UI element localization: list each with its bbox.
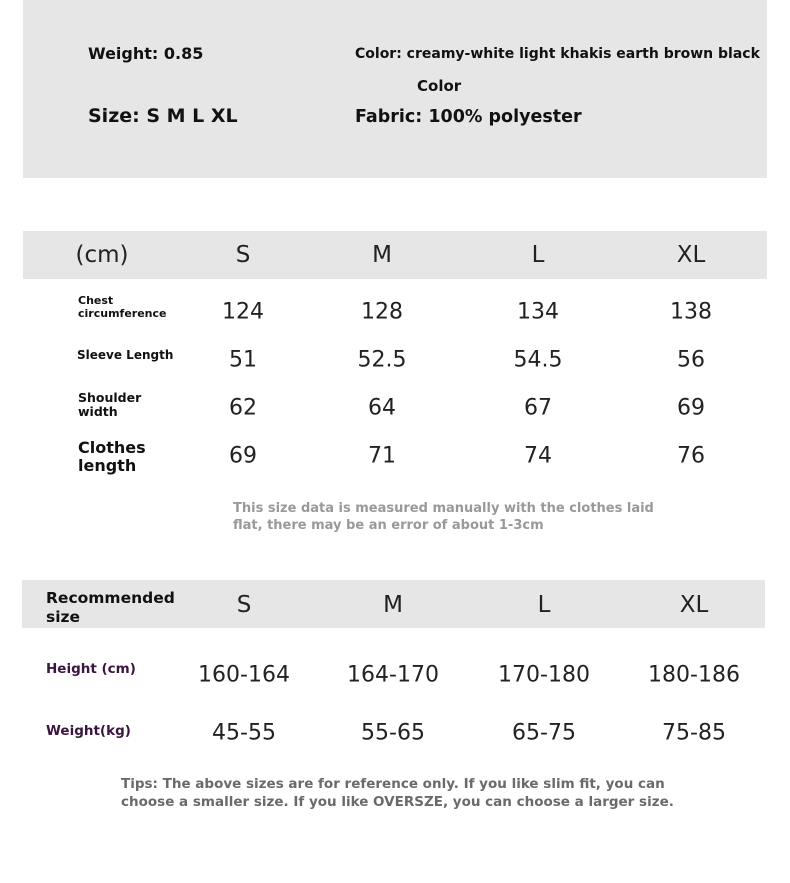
row-label-chest: Chest circumference xyxy=(78,294,167,320)
row-label-shoulder: Shoulder width xyxy=(78,390,142,420)
table-cell: 54.5 xyxy=(513,347,563,373)
product-info-panel xyxy=(23,0,767,178)
table-cell: 69 xyxy=(677,395,705,421)
size-text: Size: S M L XL xyxy=(88,105,238,127)
table-cell: 52.5 xyxy=(357,347,407,373)
table-cell: 62 xyxy=(229,395,257,421)
table-cell: 56 xyxy=(677,347,705,373)
table-cell: 71 xyxy=(368,443,396,469)
table-cell: 170-180 xyxy=(498,662,590,688)
table-cell: 45-55 xyxy=(212,720,276,746)
table-cell: 74 xyxy=(524,443,552,469)
rec-size-m: M xyxy=(383,592,403,618)
unit-header: (cm) xyxy=(75,242,129,268)
weight-text: Weight: 0.85 xyxy=(88,44,204,63)
rec-size-xl: XL xyxy=(679,592,709,618)
weight-label: Weight(kg) xyxy=(46,723,131,739)
table-cell: 180-186 xyxy=(648,662,740,688)
row-label-length: Clothes length xyxy=(78,438,146,476)
size-table-header xyxy=(23,231,767,279)
table-cell: 55-65 xyxy=(361,720,425,746)
rec-size-s: S xyxy=(236,592,252,618)
table-cell: 51 xyxy=(229,347,257,373)
size-header-l: L xyxy=(531,242,545,268)
tips-text: Tips: The above sizes are for reference only. If you like slim fit, you can choose a smaller size. If you like OVERSZE, you can choose a larger size. xyxy=(121,776,674,810)
table-cell: 128 xyxy=(361,299,403,325)
table-cell: 75-85 xyxy=(662,720,726,746)
recommended-title: Recommended size xyxy=(46,589,175,626)
table-cell: 160-164 xyxy=(198,662,290,688)
table-cell: 76 xyxy=(677,443,705,469)
table-cell: 67 xyxy=(524,395,552,421)
table-cell: 164-170 xyxy=(347,662,439,688)
row-label-sleeve: Sleeve Length xyxy=(77,348,174,362)
table-cell: 64 xyxy=(368,395,396,421)
table-cell: 138 xyxy=(670,299,712,325)
table-cell: 65-75 xyxy=(512,720,576,746)
measurement-note: This size data is measured manually with the clothes laid flat, there may be an error of about 1-3cm xyxy=(233,501,654,533)
color-extra-text: Color xyxy=(417,77,462,95)
size-header-s: S xyxy=(235,242,251,268)
size-header-xl: XL xyxy=(676,242,706,268)
color-text: Color: creamy-white light khakis earth brown black xyxy=(355,46,760,62)
table-cell: 124 xyxy=(222,299,264,325)
height-label: Height (cm) xyxy=(46,661,136,677)
fabric-text: Fabric: 100% polyester xyxy=(355,107,582,127)
rec-size-l: L xyxy=(537,592,551,618)
table-cell: 69 xyxy=(229,443,257,469)
size-header-m: M xyxy=(372,242,392,268)
table-cell: 134 xyxy=(517,299,559,325)
